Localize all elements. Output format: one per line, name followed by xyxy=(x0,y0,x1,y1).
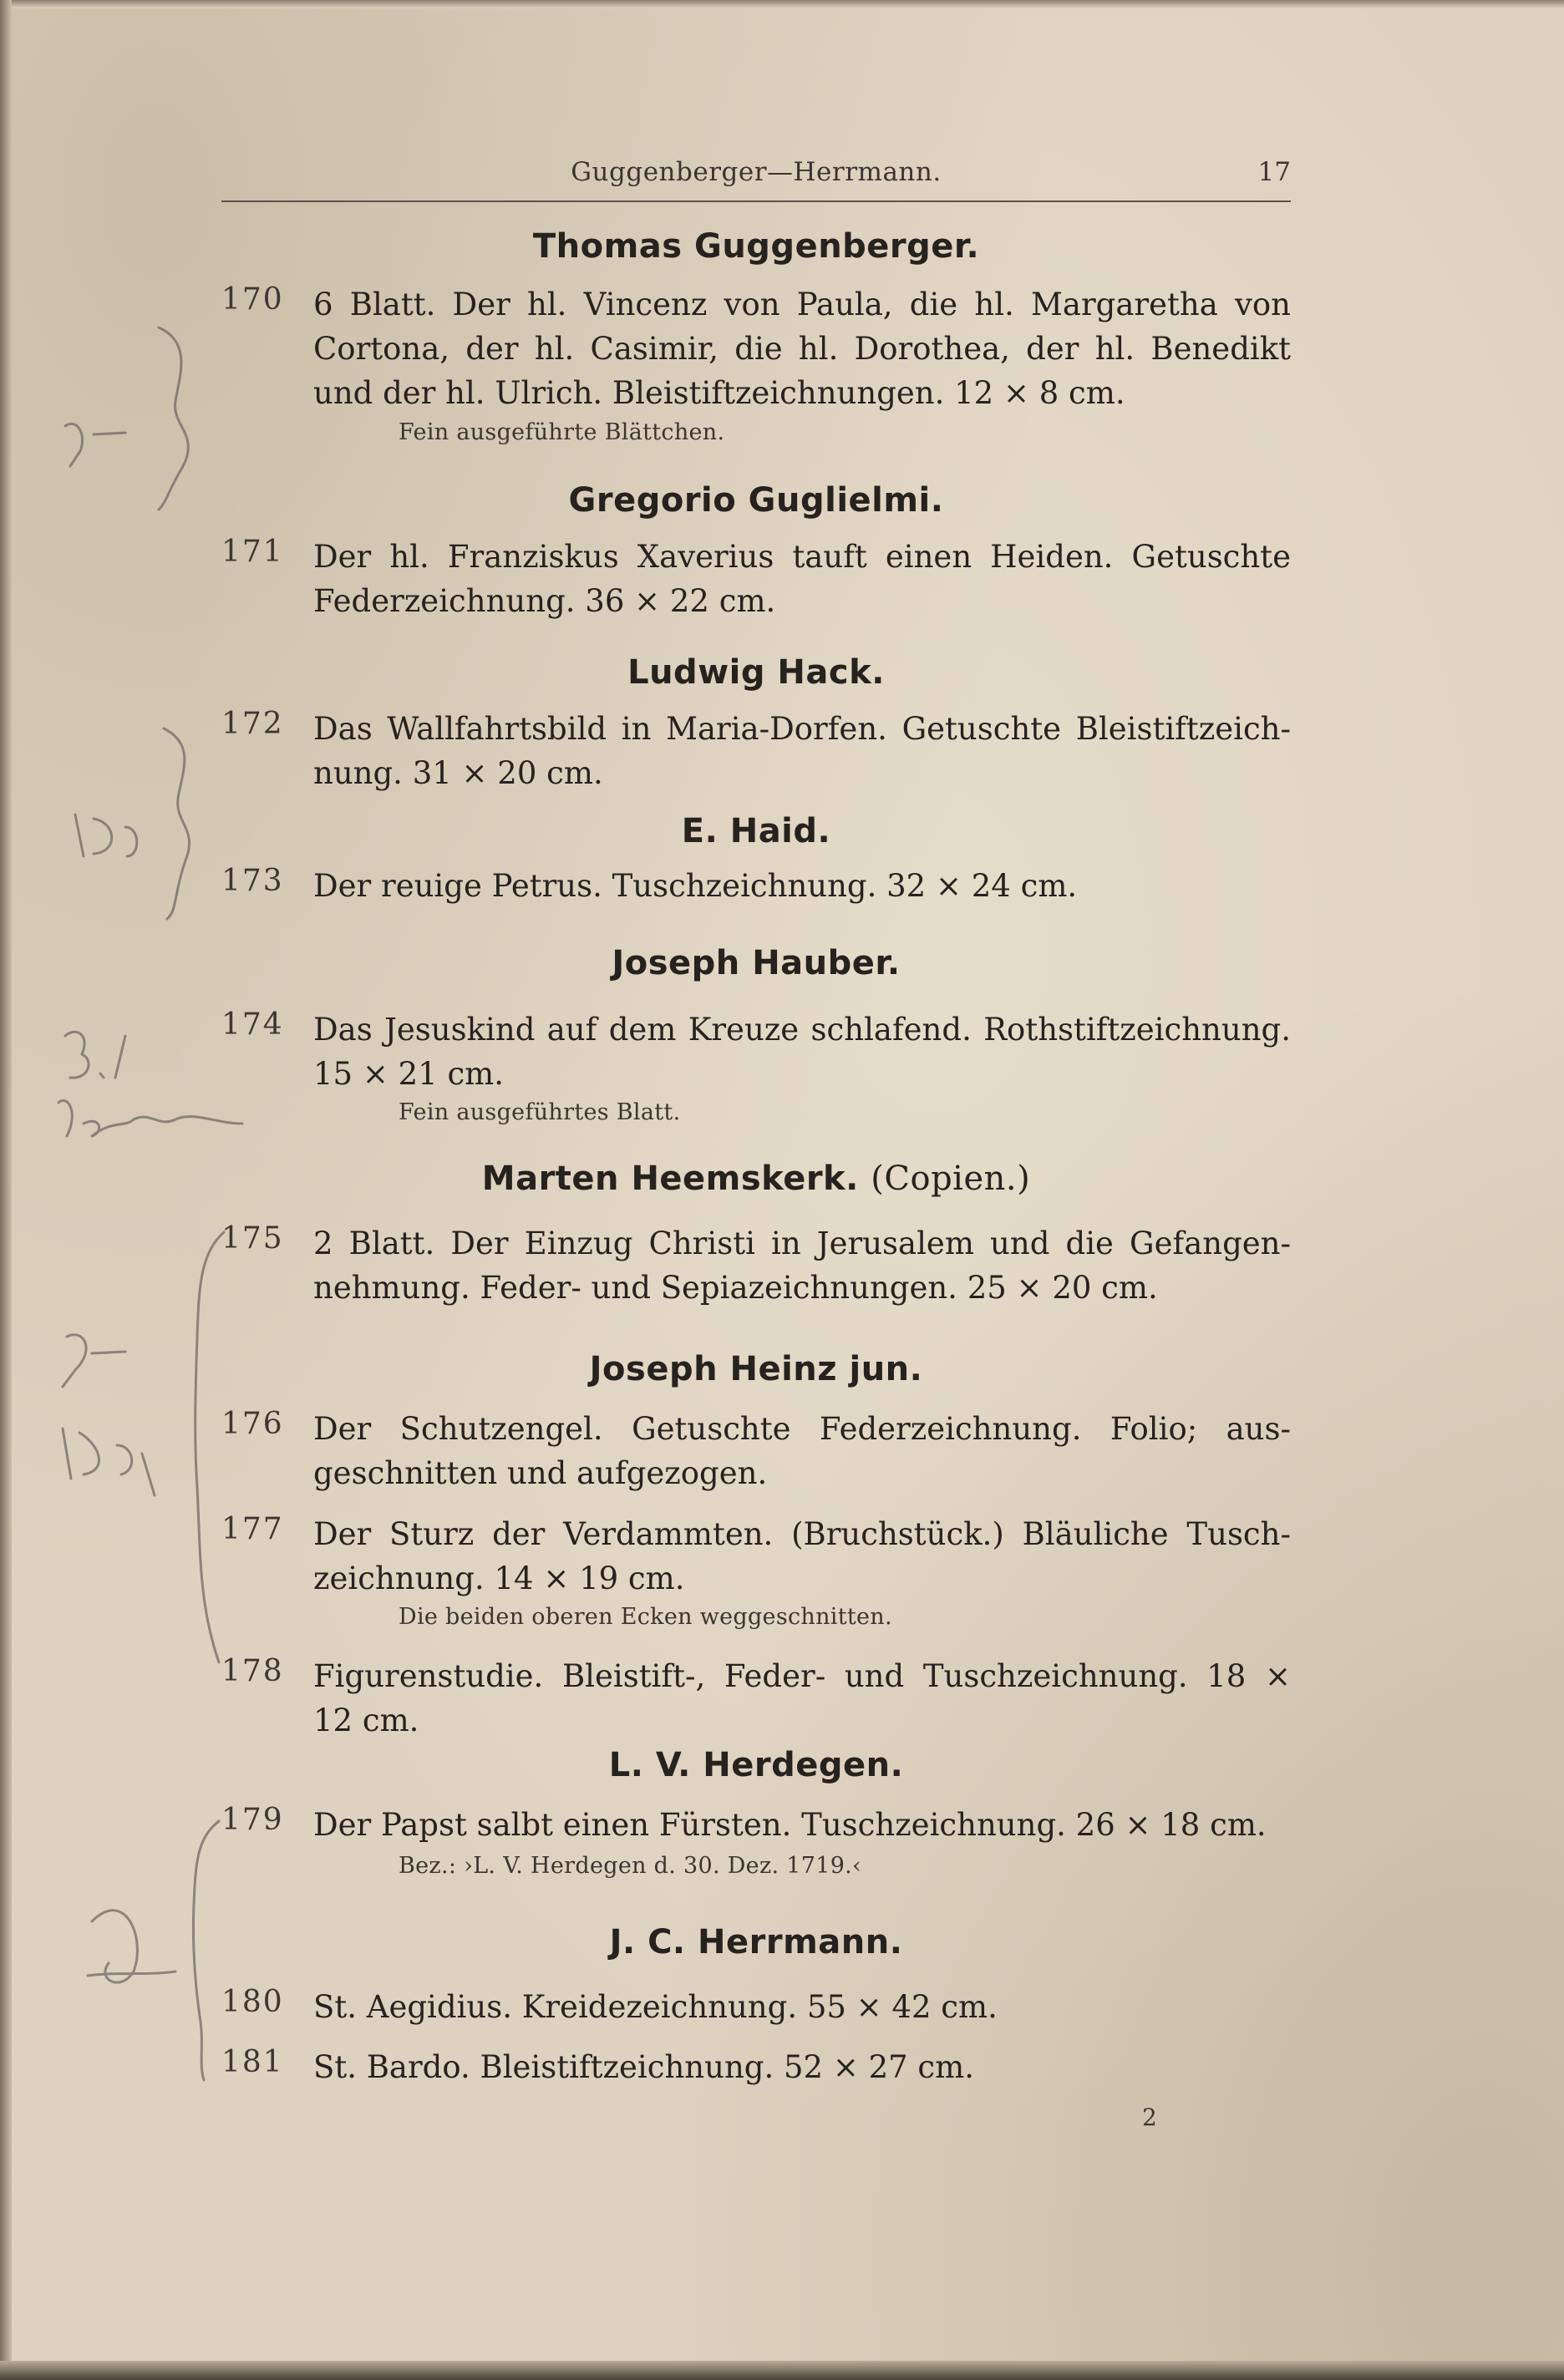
artist-heading: Joseph Hauber. xyxy=(612,944,901,982)
entry-description xyxy=(313,1803,1291,1847)
entry-description xyxy=(313,864,1291,908)
entry-line: Der Schutzengel. Getuschte Federzeichnung. Folio; aus- xyxy=(313,1411,1291,1447)
entry-description xyxy=(313,1007,1291,1096)
lot-number: 179 xyxy=(221,1803,284,1837)
artist-heading xyxy=(221,1160,1291,1198)
entry-line: und der hl. Ulrich. Bleistiftzeichnungen. 12 × 8 cm. xyxy=(313,375,1125,411)
lot-number: 172 xyxy=(221,707,284,741)
lot-number: 178 xyxy=(221,1654,284,1688)
entry-note: Bez.: ›L. V. Herdegen d. 30. Dez. 1719.‹ xyxy=(399,1853,862,1879)
entry-line: nung. 31 × 20 cm. xyxy=(313,755,603,791)
lot-number: 173 xyxy=(221,864,284,898)
signature-mark: 2 xyxy=(1142,2103,1157,2131)
artist-heading: Joseph Heinz jun. xyxy=(589,1350,923,1388)
artist-heading: L. V. Herdegen. xyxy=(608,1746,904,1784)
entry-description xyxy=(313,1221,1291,1310)
entry-note: Fein ausgeführte Blättchen. xyxy=(399,419,725,445)
entry-line: Das Wallfahrtsbild in Maria-Dorfen. Getuschte Bleistiftzeich- xyxy=(313,711,1291,747)
artist-heading: E. Haid. xyxy=(681,812,831,850)
entry-description xyxy=(313,1512,1291,1601)
entry-line: Figurenstudie. Bleistift-, Feder- und Tuschzeichnung. 18 × xyxy=(313,1658,1291,1694)
entry-description xyxy=(313,282,1291,415)
entry-line: geschnitten und aufgezogen. xyxy=(313,1455,768,1491)
entry-line: 12 cm. xyxy=(313,1703,419,1738)
entry-line: St. Aegidius. Kreidezeichnung. 55 × 42 cm. xyxy=(313,1989,998,2025)
entry-line: St. Bardo. Bleistiftzeichnung. 52 × 27 cm. xyxy=(313,2049,975,2085)
artist-heading: J. C. Herrmann. xyxy=(609,1923,903,1961)
running-head-title: Guggenberger—Herrmann. xyxy=(571,157,942,187)
lot-number: 177 xyxy=(221,1512,284,1546)
artist-heading: Gregorio Guglielmi. xyxy=(568,481,944,520)
artist-name: Marten Heemskerk. xyxy=(481,1160,859,1198)
entry-note: Die beiden oberen Ecken weggeschnitten. xyxy=(399,1604,892,1630)
lot-number: 181 xyxy=(221,2045,284,2079)
entry-description xyxy=(313,1407,1291,1495)
entry-line: Federzeichnung. 36 × 22 cm. xyxy=(313,583,776,619)
lot-number: 180 xyxy=(221,1985,284,2019)
entry-line: nehmung. Feder- und Sepiazeichnungen. 25 × 20 cm. xyxy=(313,1270,1158,1306)
entry-description xyxy=(313,1654,1291,1743)
entry-line: Der reuige Petrus. Tuschzeichnung. 32 × 24 cm. xyxy=(313,868,1078,904)
lot-number: 171 xyxy=(221,535,284,569)
entry-description xyxy=(313,2045,1291,2089)
entry-line: Das Jesuskind auf dem Kreuze schlafend. Rothstiftzeichnung. xyxy=(313,1012,1291,1048)
entry-line: Der hl. Franziskus Xaverius tauft einen Heiden. Getuschte xyxy=(313,539,1291,575)
entry-line: Der Papst salbt einen Fürsten. Tuschzeichnung. 26 × 18 cm. xyxy=(313,1807,1267,1843)
entry-line: 2 Blatt. Der Einzug Christi in Jerusalem und die Gefangen- xyxy=(313,1226,1291,1261)
entry-line: Der Sturz der Verdammten. (Bruchstück.) Bläuliche Tusch- xyxy=(313,1516,1291,1552)
lot-number: 170 xyxy=(221,282,284,317)
entry-description xyxy=(313,707,1291,795)
lot-number: 175 xyxy=(221,1221,284,1256)
entry-description xyxy=(313,535,1291,623)
artist-heading: Ludwig Hack. xyxy=(627,653,885,692)
lot-number: 176 xyxy=(221,1407,284,1441)
lot-number: 174 xyxy=(221,1007,284,1042)
entry-line: 6 Blatt. Der hl. Vincenz von Paula, die hl. Margaretha von xyxy=(313,287,1291,322)
page-number: 17 xyxy=(1257,157,1291,187)
entry-line: zeichnung. 14 × 19 cm. xyxy=(313,1560,685,1596)
entry-line: 15 × 21 cm. xyxy=(313,1056,505,1092)
entry-line: Cortona, der hl. Casimir, die hl. Dorothea, der hl. Benedikt xyxy=(313,331,1291,367)
entry-description xyxy=(313,1985,1291,2029)
artist-suffix: (Copien.) xyxy=(871,1160,1031,1198)
artist-heading: Thomas Guggenberger. xyxy=(532,227,980,266)
entry-note: Fein ausgeführtes Blatt. xyxy=(399,1099,681,1125)
